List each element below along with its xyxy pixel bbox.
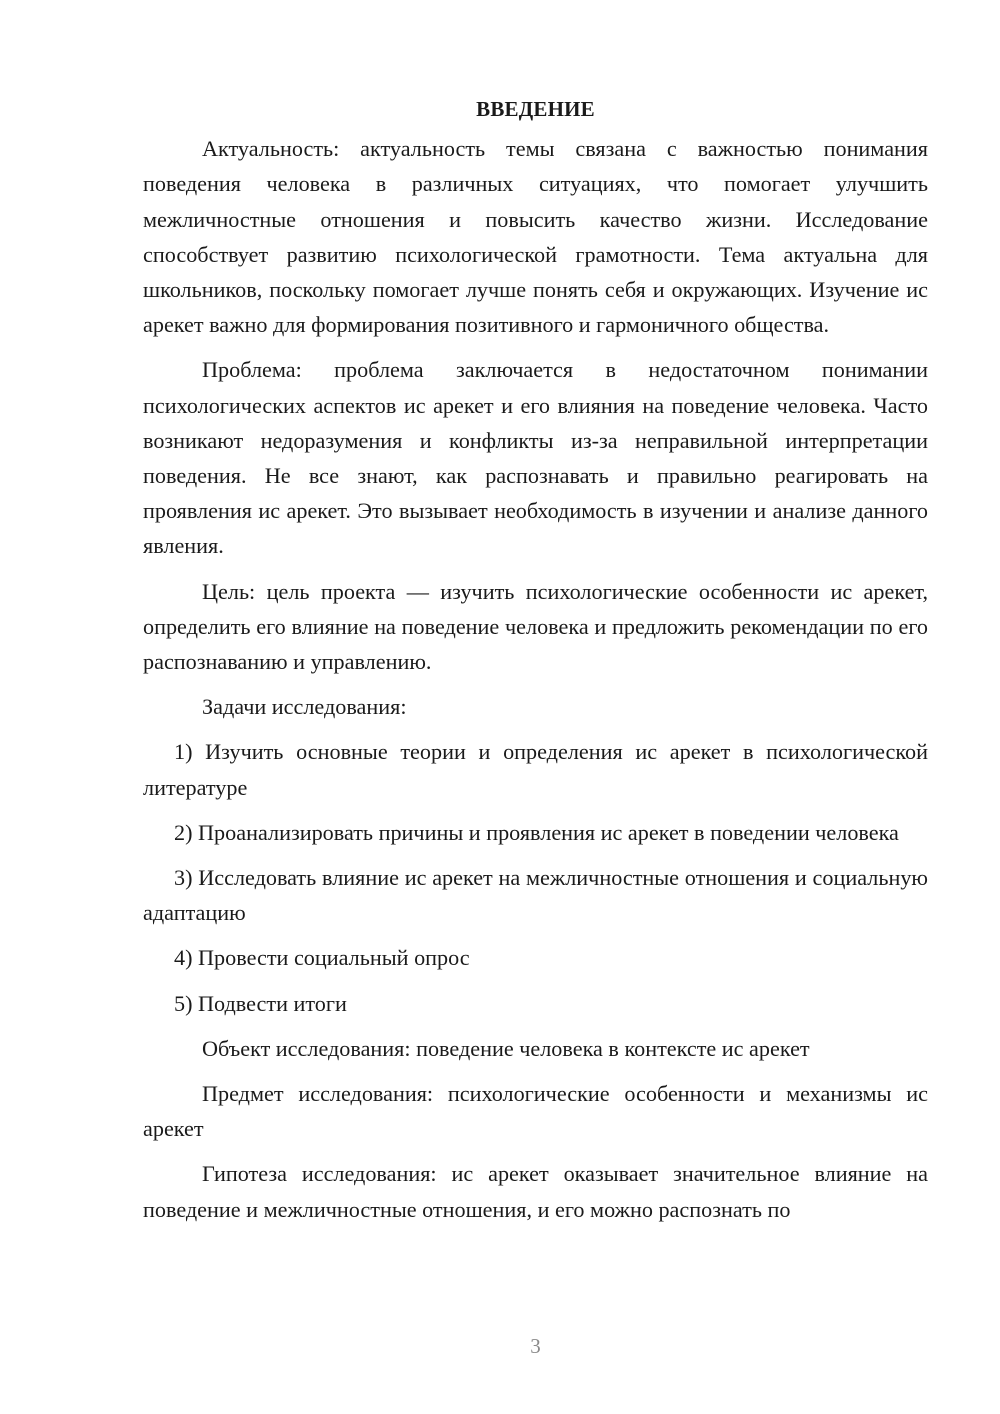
section-heading: ВВЕДЕНИЕ bbox=[476, 97, 595, 121]
task-item-3: 3) Исследовать влияние ис арекет на межличностные отношения и социальную адаптацию bbox=[143, 865, 928, 926]
task-item-2: 2) Проанализировать причины и проявления ис арекет в поведении человека bbox=[174, 819, 899, 845]
document-body bbox=[143, 92, 928, 1237]
page-number: 3 bbox=[530, 1334, 541, 1358]
paragraph-problem: Проблема: проблема заключается в недостаточном понимании психологических аспектов ис арекет и его влияния на поведение человека. Часто возникают недоразумения и конфликты из-за неправильной интерпретации поведения. Не все знают, как распознавать и правильно реагировать на проявления ис арекет. Это вызывает необходимость в изучении и анализе данного явления. bbox=[143, 357, 928, 559]
task-item-5: 5) Подвести итоги bbox=[174, 990, 347, 1016]
paragraph-object: Объект исследования: поведение человека в контексте ис арекет bbox=[202, 1035, 810, 1061]
task-item-1: 1) Изучить основные теории и определения ис арекет в психологической литературе bbox=[143, 739, 928, 800]
paragraph-goal: Цель: цель проекта — изучить психологические особенности ис арекет, определить его влияние на поведение человека и предложить рекомендации по его распознаванию и управлению. bbox=[143, 578, 928, 675]
paragraph-relevance: Актуальность: актуальность темы связана с важностью понимания поведения человека в различных ситуациях, что помогает улучшить межличностные отношения и повысить качество жизни. Исследование способствует развитию психологической грамотности. Тема актуальна для школьников, поскольку помогает лучше понять себя и окружающих. Изучение ис арекет важно для формирования позитивного и гармоничного общества. bbox=[143, 136, 928, 338]
paragraph-hypothesis: Гипотеза исследования: ис арекет оказывает значительное влияние на поведение и межличностные отношения, и его можно распознать по bbox=[143, 1161, 928, 1222]
paragraph-tasks-intro: Задачи исследования: bbox=[202, 694, 407, 720]
task-item-4: 4) Провести социальный опрос bbox=[174, 945, 470, 971]
paragraph-subject: Предмет исследования: психологические особенности и механизмы ис арекет bbox=[143, 1081, 928, 1142]
